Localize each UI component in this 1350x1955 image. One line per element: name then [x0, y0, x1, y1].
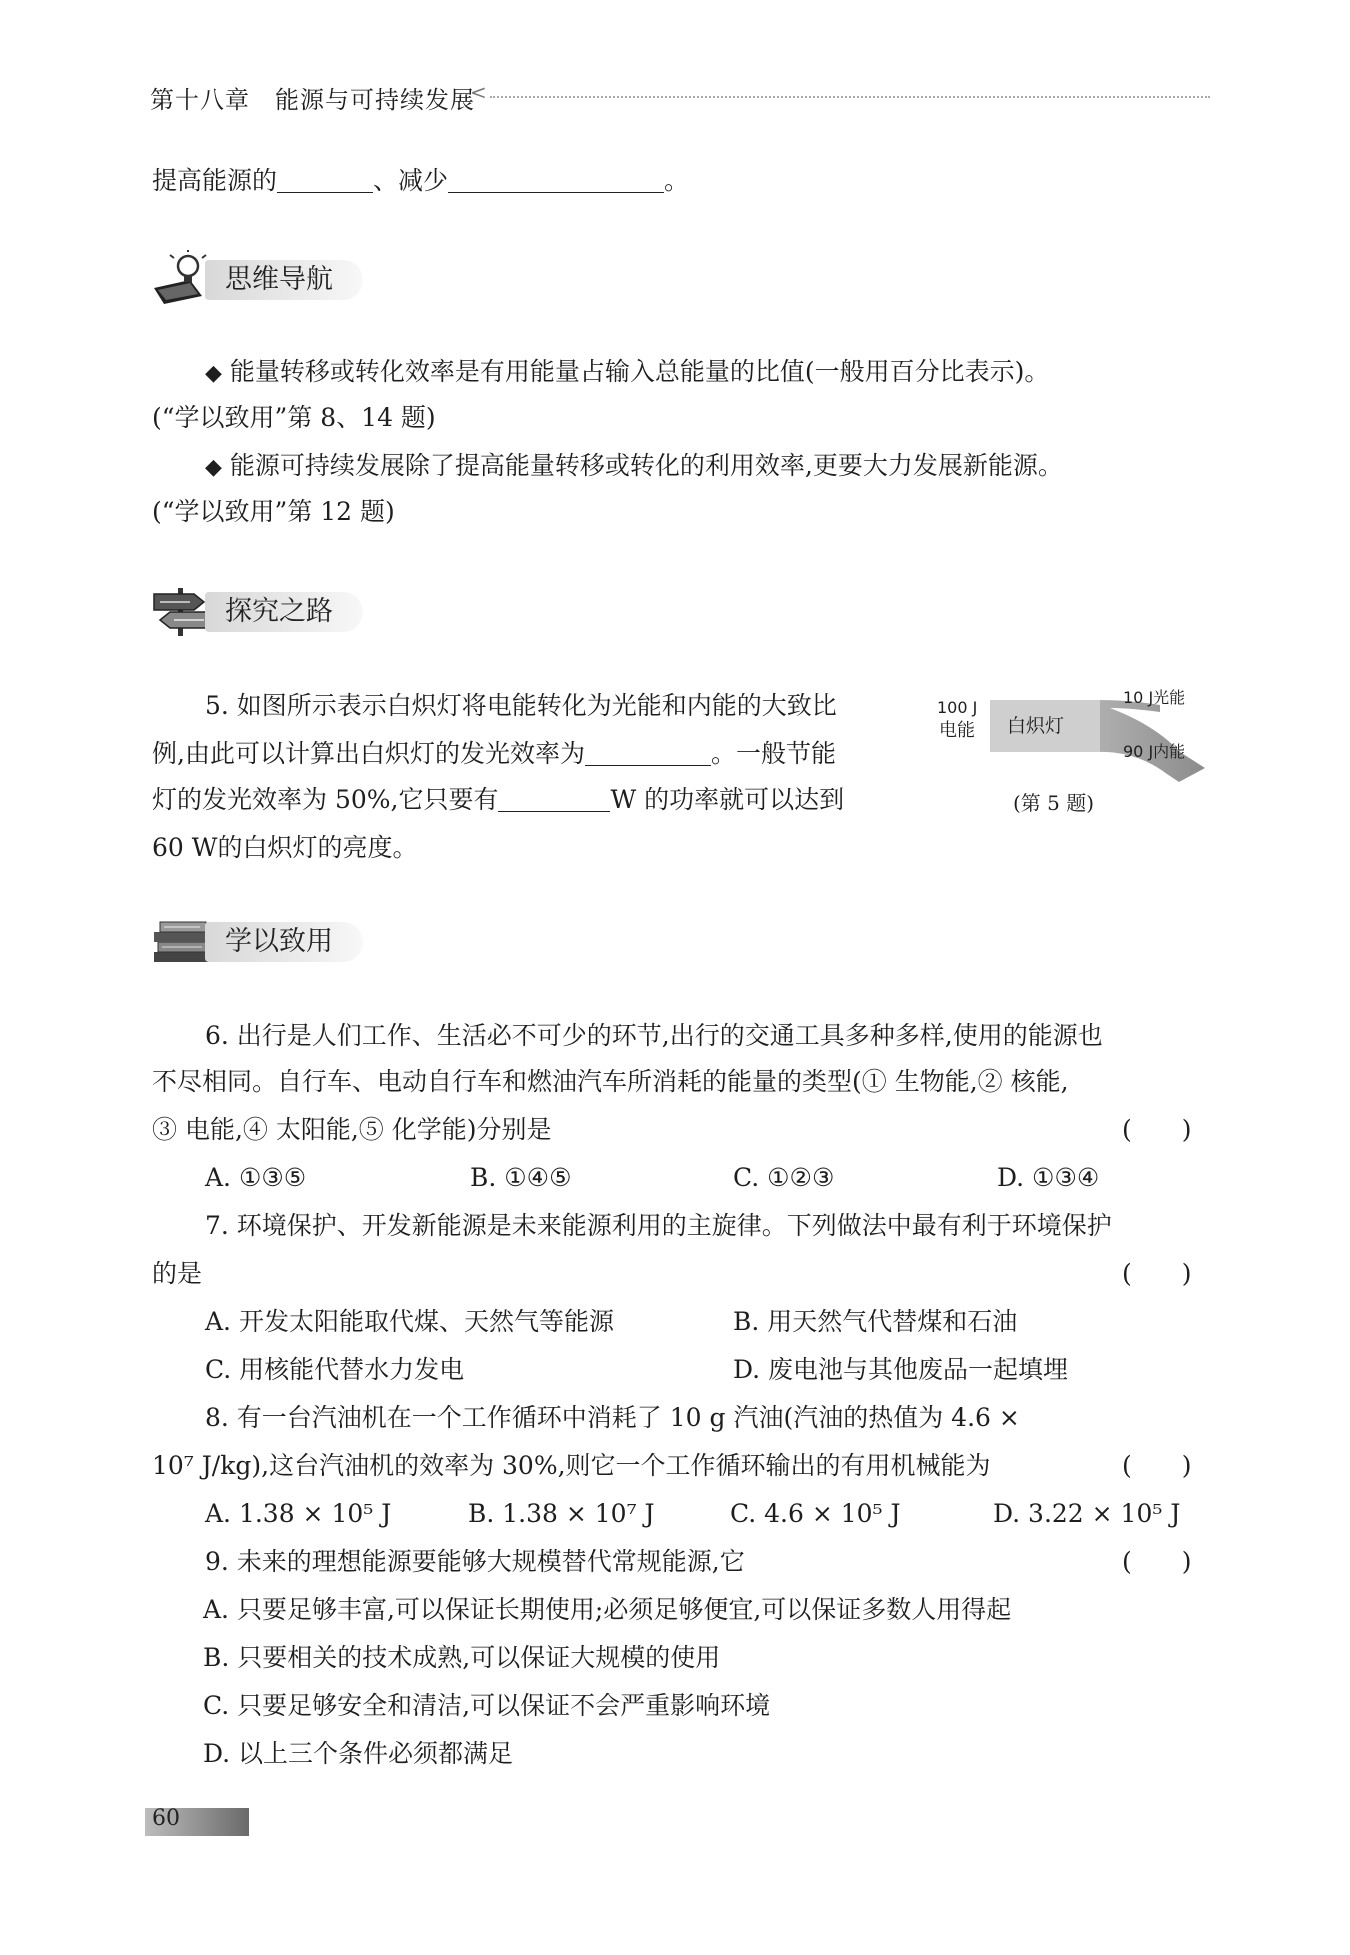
intro-middle: 、减少	[373, 166, 449, 195]
q7-option-b: B. 用天然气代替煤和石油	[733, 1307, 1018, 1336]
q9-option-c: C. 只要足够安全和清洁,可以保证不会严重影响环境	[203, 1691, 771, 1720]
diamond-bullet-icon: ◆	[205, 455, 222, 480]
answer-blank	[448, 164, 664, 193]
input-label: 电能	[939, 720, 975, 741]
nav-point-2: ◆ 能源可持续发展除了提高能量转移或转化的利用效率,更要大力发展新能源。	[205, 451, 1063, 480]
q6-line-2: 不尽相同。自行车、电动自行车和燃油汽车所消耗的能量的类型(① 生物能,② 核能,	[152, 1067, 1069, 1096]
q6-line-3: ③ 电能,④ 太阳能,⑤ 化学能)分别是	[152, 1115, 552, 1144]
q7-option-c: C. 用核能代替水力发电	[205, 1355, 465, 1384]
section-header-xueyi	[150, 912, 460, 968]
section-header-tanjiu	[150, 582, 460, 638]
q7-line-2: 的是	[152, 1259, 203, 1288]
q5-line-1: 5. 如图所示表示白炽灯将电能转化为光能和内能的大致比	[205, 691, 837, 720]
q8-option-a: A. 1.38 × 10⁵ J	[205, 1499, 392, 1528]
q7-option-a: A. 开发太阳能取代煤、天然气等能源	[205, 1307, 614, 1336]
q8-line-1: 8. 有一台汽油机在一个工作循环中消耗了 10 g 汽油(汽油的热值为 4.6 ×	[205, 1403, 1020, 1432]
answer-bracket: ( )	[1122, 1115, 1192, 1144]
answer-blank	[585, 737, 711, 766]
device-label: 白炽灯	[1007, 715, 1065, 737]
intro-line	[152, 157, 689, 204]
answer-blank	[277, 164, 373, 193]
q8-line-2: 10⁷ J/kg),这台汽油机的效率为 30%,则它一个工作循环输出的有用机械能为	[152, 1451, 991, 1480]
q8-option-b: B. 1.38 × 10⁷ J	[468, 1499, 655, 1528]
header-arrow-icon: <	[470, 80, 487, 104]
intro-suffix: 。	[664, 166, 690, 195]
q5-line-4: 60 W的白炽灯的亮度。	[152, 833, 418, 862]
input-value: 100 J	[937, 698, 978, 717]
q6-option-c: C. ①②③	[733, 1163, 835, 1192]
section-title: 思维导航	[205, 260, 363, 300]
nav-point-2-ref: (“学以致用”第 12 题)	[152, 497, 395, 526]
q9-line-1: 9. 未来的理想能源要能够大规模替代常规能源,它	[205, 1547, 745, 1576]
q7-line-1: 7. 环境保护、开发新能源是未来能源利用的主旋律。下列做法中最有利于环境保护	[205, 1211, 1112, 1240]
section-title: 探究之路	[205, 592, 363, 632]
q9-option-d: D. 以上三个条件必须都满足	[203, 1739, 514, 1768]
header-divider	[490, 96, 1210, 98]
q6-line-1: 6. 出行是人们工作、生活必不可少的环节,出行的交通工具多种多样,使用的能源也	[205, 1021, 1103, 1050]
q5-line-2: 例,由此可以计算出白炽灯的发光效率为 。一般节能	[152, 739, 836, 768]
answer-blank	[498, 783, 610, 812]
figure-caption: (第 5 题)	[1013, 791, 1095, 815]
q8-option-d: D. 3.22 × 10⁵ J	[993, 1499, 1181, 1528]
q8-option-c: C. 4.6 × 10⁵ J	[730, 1499, 901, 1528]
heat-output-label: 90 J内能	[1123, 742, 1186, 761]
energy-flow-figure	[935, 680, 1215, 820]
nav-point-1: ◆ 能量转移或转化效率是有用能量占输入总能量的比值(一般用百分比表示)。	[205, 357, 1050, 386]
page-number: 60	[152, 1806, 180, 1831]
q7-option-d: D. 废电池与其他废品一起填埋	[733, 1355, 1069, 1384]
q5-line-3: 灯的发光效率为 50%,它只要有 W 的功率就可以达到	[152, 785, 845, 814]
nav-point-1-ref: (“学以致用”第 8、14 题)	[152, 403, 436, 432]
q6-option-a: A. ①③⑤	[205, 1163, 307, 1192]
intro-prefix: 提高能源的	[152, 166, 278, 195]
answer-bracket: ( )	[1122, 1547, 1192, 1576]
chapter-title: 第十八章 能源与可持续发展	[150, 86, 475, 114]
diamond-bullet-icon: ◆	[205, 361, 222, 386]
q9-option-b: B. 只要相关的技术成熟,可以保证大规模的使用	[203, 1643, 721, 1672]
answer-bracket: ( )	[1122, 1259, 1192, 1288]
q6-option-b: B. ①④⑤	[470, 1163, 572, 1192]
light-output-label: 10 J光能	[1123, 688, 1186, 707]
section-header-siwei	[150, 250, 460, 306]
q6-option-d: D. ①③④	[997, 1163, 1100, 1192]
q9-option-a: A. 只要足够丰富,可以保证长期使用;必须足够便宜,可以保证多数人用得起	[203, 1595, 1012, 1624]
section-title: 学以致用	[205, 922, 363, 962]
answer-bracket: ( )	[1122, 1451, 1192, 1480]
